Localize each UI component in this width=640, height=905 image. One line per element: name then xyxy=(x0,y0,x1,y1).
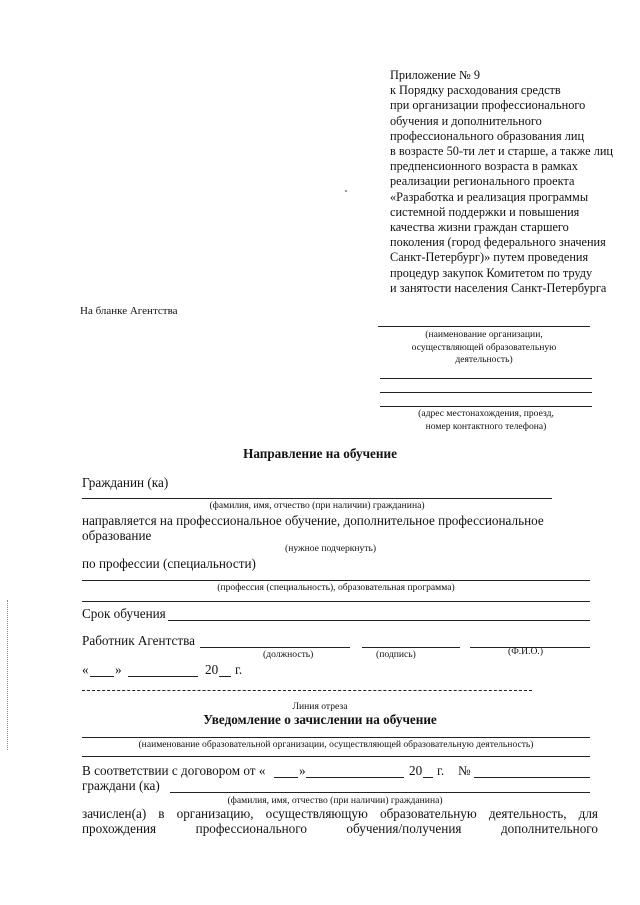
notice-name-caption: (фамилия, имя, отчество (при наличии) гражданина) xyxy=(227,795,443,806)
citizen-name-line xyxy=(82,498,552,499)
notice-citizen-label: граждани (ка) xyxy=(82,778,160,793)
date-year-line xyxy=(219,676,231,677)
contract-text: В соответствии с договором от « xyxy=(82,763,266,778)
term-label: Срок обучения xyxy=(82,606,166,621)
notice-title: Уведомление о зачислении на обучение xyxy=(203,712,437,727)
notice-org-line xyxy=(82,737,590,738)
passing-text-line: прохождения профессионального обучения/получения дополнительного xyxy=(82,821,598,836)
worker-signature-line xyxy=(362,647,460,648)
profession-line xyxy=(82,580,590,581)
contract-number-line xyxy=(474,777,590,778)
appendix-line: поколения (город федерального значения xyxy=(390,235,606,250)
appendix-line: качества жизни граждан старшего xyxy=(390,220,569,235)
address-line-3 xyxy=(380,406,592,407)
directed-text-line2: образование xyxy=(82,528,152,543)
date-year-prefix: 20 xyxy=(205,662,219,677)
term-line xyxy=(168,620,590,621)
appendix-line: системной поддержки и повышения xyxy=(390,204,580,219)
appendix-line: процедур закупок Комитетом по труду xyxy=(390,265,593,280)
contract-year-prefix: 20 xyxy=(409,763,423,778)
fio-caption: (Ф.И.О.) xyxy=(508,646,544,657)
directed-text-line1: направляется на профессиональное обучение, дополнительное профессиональное xyxy=(82,513,544,528)
letterhead-note: На бланке Агентства xyxy=(80,305,178,317)
appendix-line: Санкт-Петербург)» путем проведения xyxy=(390,250,589,265)
date-open-quote: « xyxy=(82,662,89,677)
appendix-line: реализации регионального проекта xyxy=(390,174,575,189)
appendix-line: и занятости населения Санкт-Петербурга xyxy=(390,280,607,295)
enrolled-text-line: зачислен(а) в организацию, осуществляющую образовательную деятельность, для xyxy=(82,806,598,821)
profession-line-2 xyxy=(82,601,590,602)
notice-org-caption: (наименование образовательной организации, осуществляющей образовательную деятельность) xyxy=(138,739,534,750)
appendix-line: «Разработка и реализация программы xyxy=(390,189,589,204)
appendix-line: при организации профессионального xyxy=(390,98,586,113)
scan-speck xyxy=(345,190,347,192)
referral-title: Направление на обучение xyxy=(243,446,397,461)
appendix-line: к Порядку расходования средств xyxy=(390,83,561,98)
date-day-line xyxy=(90,676,114,677)
date-close-quote: » xyxy=(115,662,122,677)
notice-org-line-2 xyxy=(82,756,590,757)
appendix-line: профессионального образования лиц xyxy=(390,128,585,143)
worker-label: Работник Агентства xyxy=(82,633,196,648)
contract-year-line xyxy=(423,777,433,778)
profession-label: по профессии (специальности) xyxy=(82,556,256,571)
appendix-line: в возрасте 50-ти лет и старше, а также лиц xyxy=(390,144,614,159)
citizen-label: Гражданин (ка) xyxy=(82,475,169,490)
notice-citizen-line xyxy=(170,792,590,793)
appendix-line: предпенсионного возраста в рамках xyxy=(390,159,578,174)
contract-close-quote: » xyxy=(299,763,306,778)
contract-number-sign: № xyxy=(458,763,471,778)
underline-hint: (нужное подчеркнуть) xyxy=(285,543,377,554)
citizen-name-caption: (фамилия, имя, отчество (при наличии) гражданина) xyxy=(209,500,425,511)
contract-day-line xyxy=(274,777,298,778)
date-month-line xyxy=(128,676,198,677)
address-caption: (адрес местонахождения, проезд, номер контактного телефона) xyxy=(418,408,554,432)
signature-caption: (подпись) xyxy=(376,649,416,660)
org-name-line xyxy=(378,326,590,327)
profession-caption: (профессия (специальность), образовательная программа) xyxy=(217,582,455,593)
cut-line-label: Линия отреза xyxy=(292,701,348,712)
date-year-suffix: г. xyxy=(235,662,243,677)
org-caption: (наименование организации, осуществляющей образовательную деятельность) xyxy=(411,329,557,366)
appendix-line: Приложение № 9 xyxy=(390,68,481,82)
cut-line xyxy=(82,690,532,691)
contract-year-suffix: г. xyxy=(437,763,445,778)
appendix-line: обучения и дополнительного xyxy=(390,113,542,128)
appendix-block xyxy=(390,68,613,296)
position-caption: (должность) xyxy=(263,649,314,660)
address-line-1 xyxy=(380,378,592,379)
worker-position-line xyxy=(200,647,350,648)
contract-month-line xyxy=(306,777,404,778)
address-line-2 xyxy=(380,392,592,393)
